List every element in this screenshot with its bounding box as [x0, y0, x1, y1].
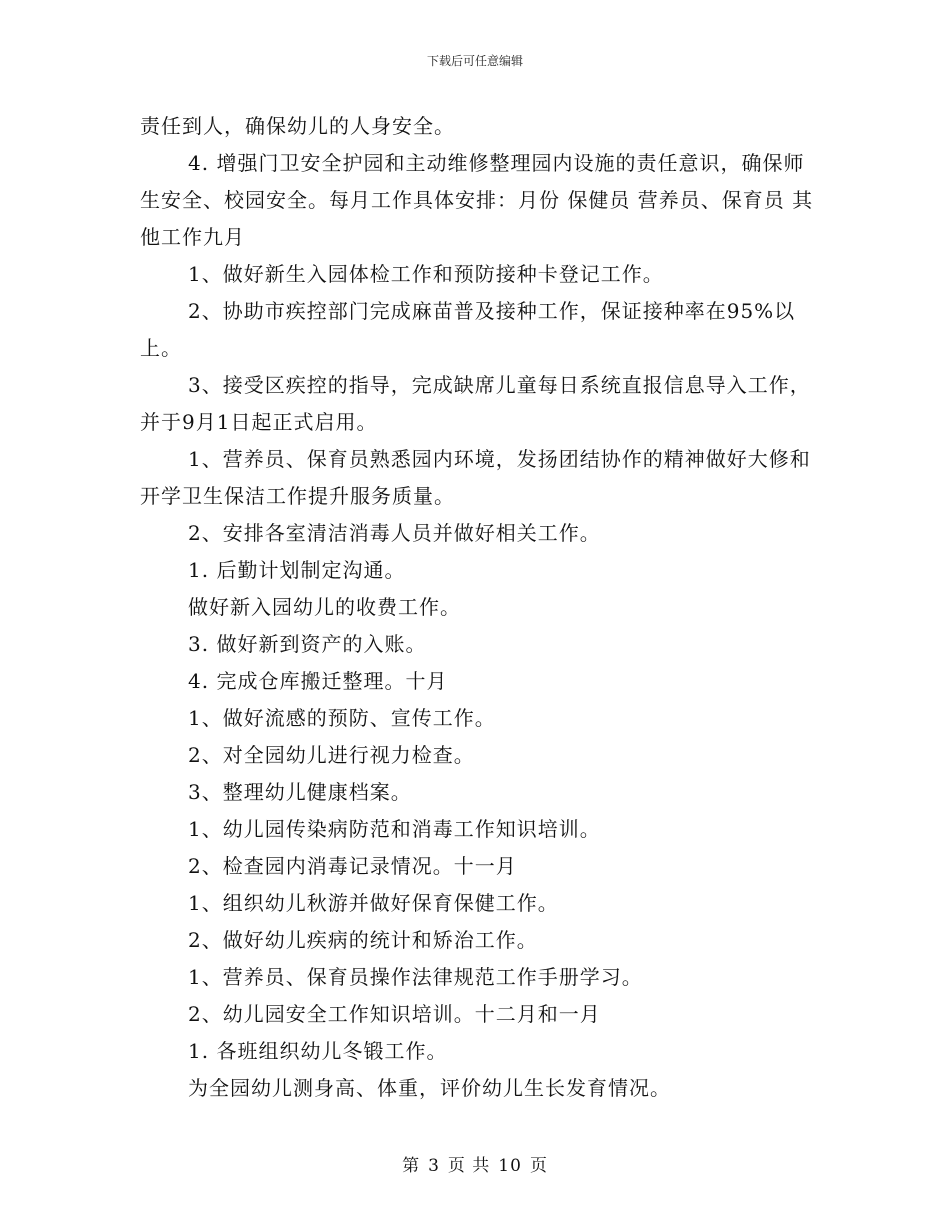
paragraph: 3. 做好新到资产的入账。 — [188, 632, 427, 656]
page-footer — [0, 1156, 950, 1176]
footer-suffix: 页 — [529, 1156, 548, 1176]
total-pages: 10 — [498, 1156, 522, 1176]
paragraph: 2、安排各室清洁消毒人员并做好相关工作。 — [188, 521, 601, 545]
paragraph: 1. 后勤计划制定沟通。 — [188, 558, 406, 582]
page-header: 下载后可任意编辑 — [426, 54, 523, 68]
paragraph: 1. 各班组织幼儿冬锻工作。 — [188, 1039, 448, 1063]
paragraph: 1、做好流感的预防、宣传工作。 — [188, 706, 496, 730]
paragraph: 2、检查园内消毒记录情况。十一月 — [188, 854, 517, 878]
paragraph: 4. 增强门卫安全护园和主动维修整理园内设施的责任意识，确保师生安全、校园安全。每月工作具体安排：月份 保健员 营养员、保育员 其他工作九月 — [140, 151, 814, 249]
paragraph: 4. 完成仓库搬迁整理。十月 — [188, 669, 448, 693]
paragraph: 责任到人，确保幼儿的人身安全。 — [140, 114, 455, 138]
paragraph: 2、幼儿园安全工作知识培训。十二月和一月 — [188, 1002, 601, 1026]
page-number: 3 — [428, 1156, 440, 1176]
paragraph: 1、组织幼儿秋游并做好保育保健工作。 — [188, 891, 559, 915]
paragraph: 2、做好幼儿疾病的统计和矫治工作。 — [188, 928, 538, 952]
document-body — [140, 108, 820, 1107]
paragraph: 2、对全园幼儿进行视力检查。 — [188, 743, 475, 767]
paragraph: 做好新入园幼儿的收费工作。 — [188, 595, 461, 619]
paragraph: 1、幼儿园传染病防范和消毒工作知识培训。 — [188, 817, 601, 841]
paragraph: 1、营养员、保育员操作法律规范工作手册学习。 — [188, 965, 643, 989]
paragraph: 为全园幼儿测身高、体重，评价幼儿生长发育情况。 — [188, 1076, 671, 1100]
paragraph: 1、做好新生入园体检工作和预防接种卡登记工作。 — [188, 262, 664, 286]
footer-middle: 页 共 — [447, 1156, 491, 1176]
paragraph: 2、协助市疾控部门完成麻苗普及接种工作，保证接种率在95%以上。 — [140, 299, 796, 360]
footer-prefix: 第 — [402, 1156, 421, 1176]
paragraph: 3、整理幼儿健康档案。 — [188, 780, 412, 804]
paragraph: 3、接受区疾控的指导，完成缺席儿童每日系统直报信息导入工作，并于9月1日起正式启用。 — [140, 373, 811, 434]
paragraph: 1、营养员、保育员熟悉园内环境，发扬团结协作的精神做好大修和开学卫生保洁工作提升服务质量。 — [140, 447, 811, 508]
